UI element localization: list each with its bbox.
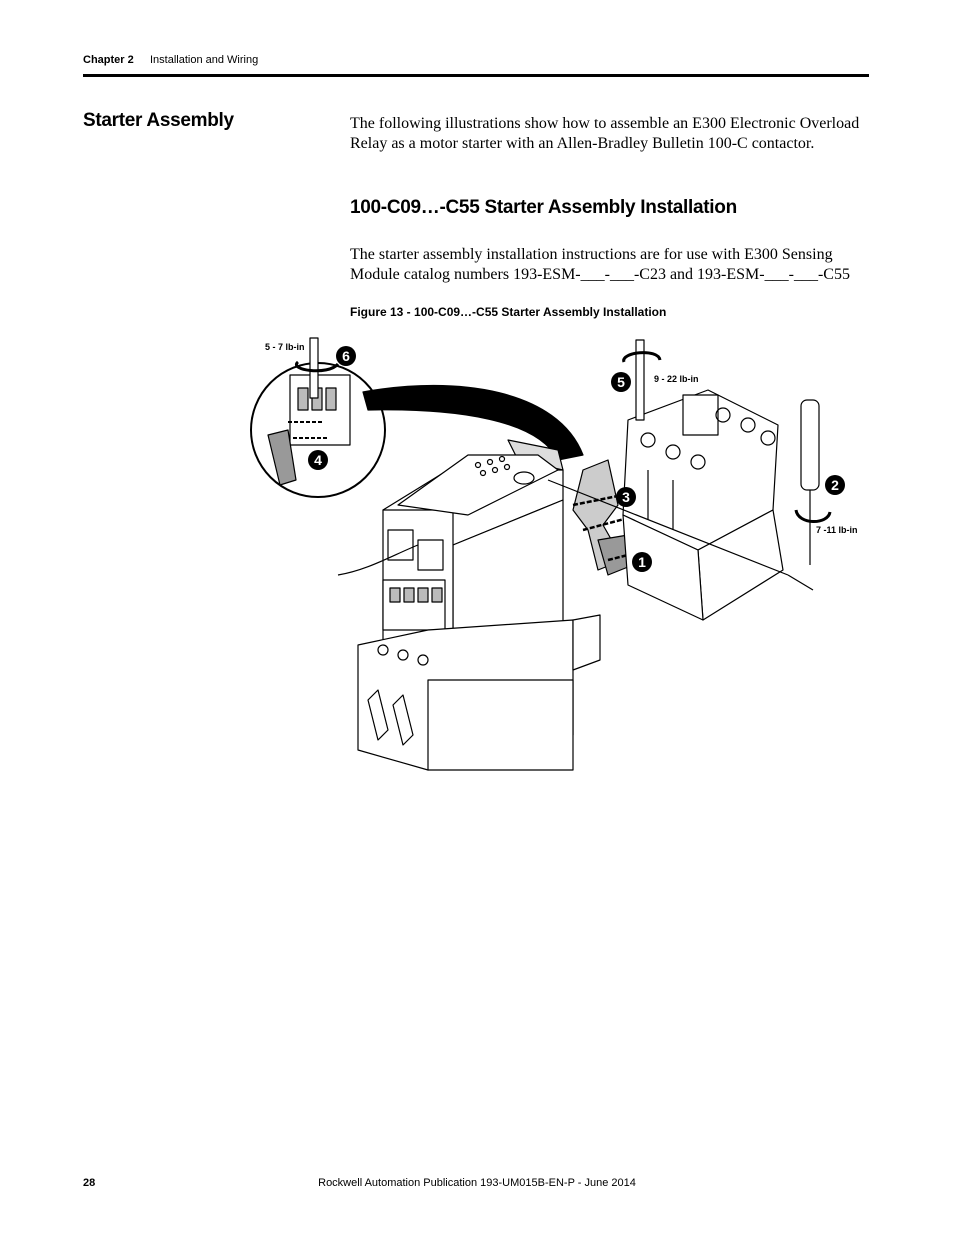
publication-info: Rockwell Automation Publication 193-UM015B-EN-P - June 2014 [318, 1177, 636, 1189]
chapter-title: Installation and Wiring [150, 54, 259, 66]
step-3-label: 3 [622, 489, 630, 505]
assembly-drawing [228, 330, 868, 780]
step-4-label: 4 [314, 452, 322, 468]
torque-label-step6: 5 - 7 lb-in [265, 342, 305, 352]
assembly-illustration [228, 330, 868, 780]
intro-paragraph: The following illustrations show how to assemble an E300 Electronic Overload Relay as a motor starter with an Allen-Bradley Bulletin 100-C contactor. [350, 115, 860, 152]
subsection-title: 100-C09…-C55 Starter Assembly Installation [350, 197, 737, 218]
torque-label-step2: 7 -11 lb-in [816, 525, 858, 535]
step-5-label: 5 [617, 374, 625, 390]
section-title: Starter Assembly [83, 110, 234, 131]
page-number: 28 [83, 1177, 96, 1189]
step-2-label: 2 [831, 477, 839, 493]
step-1-label: 1 [638, 554, 646, 570]
page-header [83, 54, 259, 66]
torque-label-step5: 9 - 22 lb-in [654, 374, 699, 384]
chapter-label: Chapter 2 [83, 54, 134, 66]
header-rule [83, 74, 869, 77]
figure-caption: Figure 13 - 100-C09…-C55 Starter Assembly Installation [350, 305, 667, 319]
subsection-paragraph: The starter assembly installation instructions are for use with E300 Sensing Module catalog numbers 193-ESM-___-___-C23 and 193-ESM-___-___-C55 [350, 246, 850, 283]
step-6-label: 6 [342, 348, 350, 364]
